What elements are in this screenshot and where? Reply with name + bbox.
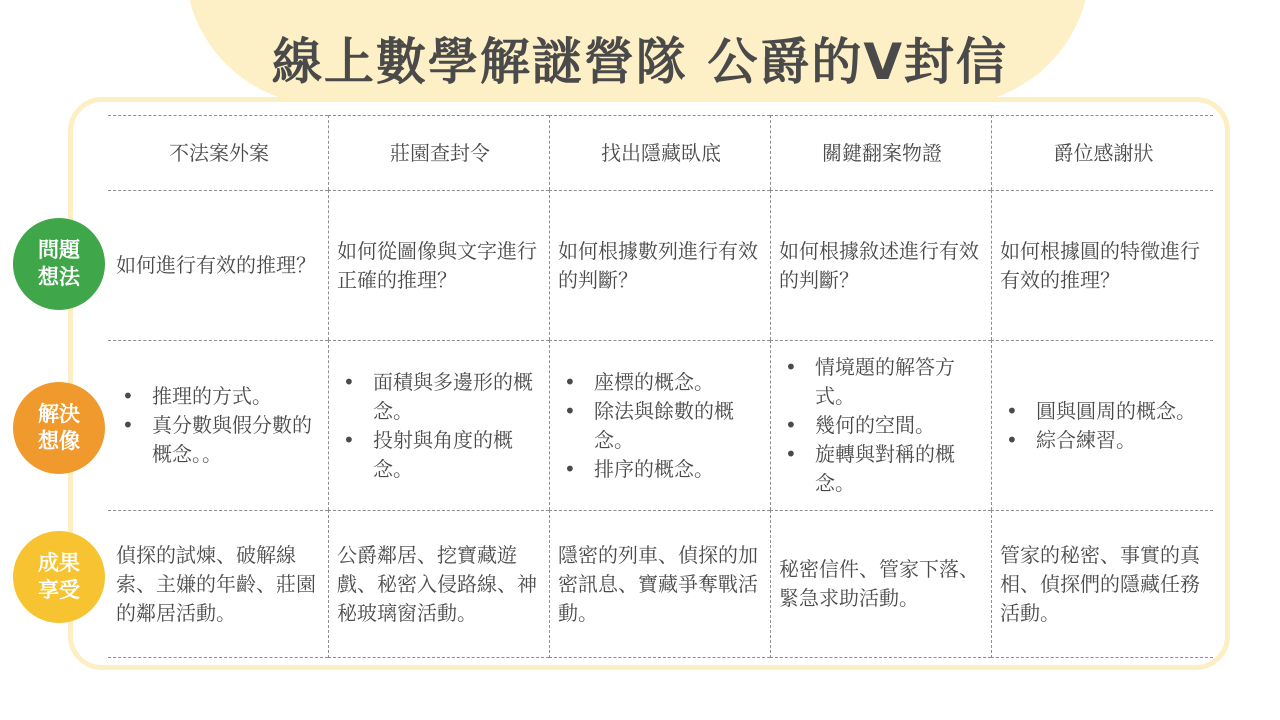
solution-item: • 面積與多邊形的概念。 xyxy=(337,368,543,426)
outcome-cell xyxy=(770,510,991,658)
column-header-label: 莊園查封令 xyxy=(390,140,490,165)
question-text: 如何根據敘述進行有效的判斷？ xyxy=(779,238,979,292)
solution-item: • 情境題的解答方式。 xyxy=(779,353,985,411)
solution-item: • 座標的概念。 xyxy=(558,368,764,397)
solution-list xyxy=(558,368,764,484)
outcome-text: 管家的秘密、事實的真相、偵探們的隱藏任務活動。 xyxy=(1000,542,1200,625)
solution-list xyxy=(116,382,322,469)
badge-label: 成果 xyxy=(38,551,80,575)
column-header xyxy=(328,115,549,190)
solution-item: • 旋轉與對稱的概念。 xyxy=(779,440,985,498)
badge-label: 問題 xyxy=(38,238,80,262)
outcome-text: 偵探的試煉、破解線索、主嫌的年齡、莊園的鄰居活動。 xyxy=(116,542,316,625)
badge-label: 享受 xyxy=(38,578,80,602)
question-text: 如何進行有效的推理？ xyxy=(116,253,316,277)
solution-cell xyxy=(770,340,991,510)
badge-label: 解決 xyxy=(38,402,80,426)
solution-item: • 圓與圓周的概念。 xyxy=(1000,397,1196,426)
outcome-text: 秘密信件、管家下落、緊急求助活動。 xyxy=(779,557,979,610)
outcome-cell xyxy=(549,510,770,658)
page-title: 線上數學解謎營隊 公爵的V封信 xyxy=(271,33,1009,91)
column-header xyxy=(770,115,991,190)
column-header xyxy=(549,115,770,190)
question-cell xyxy=(770,190,991,340)
column-header-label: 爵位感謝狀 xyxy=(1053,140,1154,165)
solution-list xyxy=(337,368,543,484)
question-cell xyxy=(549,190,770,340)
solution-item: • 排序的概念。 xyxy=(558,455,764,484)
question-text: 如何從圖像與文字進行正確的推理？ xyxy=(337,238,537,292)
badge-label: 想像 xyxy=(38,429,80,453)
question-text: 如何根據圓的特徵進行有效的推理？ xyxy=(1000,238,1200,292)
column-header-label: 找出隱藏臥底 xyxy=(601,140,721,165)
column-header xyxy=(108,115,328,190)
question-text: 如何根據數列進行有效的判斷？ xyxy=(558,238,758,292)
solution-cell xyxy=(328,340,549,510)
column-header xyxy=(991,115,1213,190)
solution-item: • 推理的方式。 xyxy=(116,382,322,411)
solution-item: • 投射與角度的概念。 xyxy=(337,426,543,484)
solution-cell xyxy=(549,340,770,510)
solution-item: • 綜合練習。 xyxy=(1000,426,1196,455)
outcome-text: 公爵鄰居、挖寶藏遊戲、秘密入侵路線、神秘玻璃窗活動。 xyxy=(337,542,537,625)
outcome-cell xyxy=(328,510,549,658)
curriculum-table xyxy=(108,115,1213,658)
question-cell xyxy=(991,190,1213,340)
solution-cell xyxy=(108,340,328,510)
solution-item: • 幾何的空間。 xyxy=(779,411,985,440)
solution-item: • 真分數與假分數的概念。。 xyxy=(116,411,322,469)
outcome-cell xyxy=(991,510,1213,658)
solution-list xyxy=(1000,397,1196,455)
question-cell xyxy=(108,190,328,340)
row-label-badge-solutions xyxy=(13,382,105,474)
solution-list xyxy=(779,353,985,498)
question-cell xyxy=(328,190,549,340)
solution-cell xyxy=(991,340,1213,510)
badge-label: 想法 xyxy=(38,265,80,289)
row-label-badge-outcomes xyxy=(13,531,105,623)
outcome-text: 隱密的列車、偵探的加密訊息、寶藏爭奪戰活動。 xyxy=(558,542,758,625)
solution-item: • 除法與餘數的概念。 xyxy=(558,397,764,455)
column-header-label: 關鍵翻案物證 xyxy=(822,140,942,165)
outcome-cell xyxy=(108,510,328,658)
column-header-label: 不法案外案 xyxy=(169,140,269,165)
row-label-badge-questions xyxy=(13,218,105,310)
